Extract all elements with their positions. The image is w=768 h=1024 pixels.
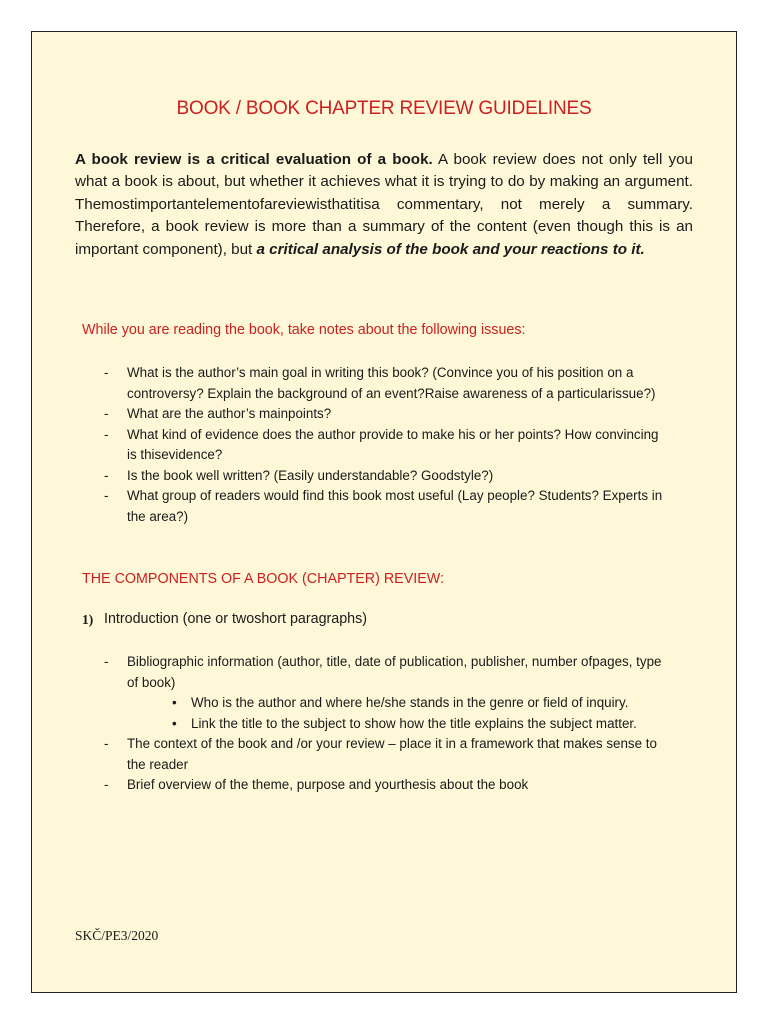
list-item: - What is the author’s main goal in writing this book? (Convince you of his position on a controversy? Explain the background of an event?Raise awareness of a particularissue?) (104, 363, 664, 404)
introduction-list (104, 652, 664, 796)
list-item-text: Bibliographic information (author, title, date of publication, publisher, number ofpages, type of book) (127, 654, 662, 690)
notes-list (104, 363, 664, 527)
intro-lead: A book review is a critical evaluation of a book. (75, 151, 433, 168)
sub-bullet-list (127, 693, 664, 734)
intro-emphasis: a critical analysis of the book and your reactions to it. (256, 240, 645, 258)
document-footer-code: SKČ/PE3/2020 (75, 928, 159, 943)
list-item: - What kind of evidence does the author provide to make his or her points? How convincing is thisevidence? (104, 425, 664, 466)
list-item: - Is the book well written? (Easily understandable? Goodstyle?) (104, 466, 664, 487)
intro-paragraph (75, 149, 693, 261)
document-title: BOOK / BOOK CHAPTER REVIEW GUIDELINES (176, 98, 592, 119)
list-item: - What are the author’s mainpoints? (104, 404, 664, 425)
sub-list-item: • Link the title to the subject to show how the title explains the subject matter. (127, 714, 664, 735)
section-number: 1) (82, 612, 94, 627)
section-title: Introduction (one or twoshort paragraphs) (104, 611, 368, 627)
list-item: - What group of readers would find this book most useful (Lay people? Students? Experts in the area?) (104, 486, 664, 527)
list-item: - The context of the book and /or your review – place it in a framework that makes sense to the reader (104, 734, 664, 775)
document-page (31, 31, 737, 993)
components-heading: THE COMPONENTS OF A BOOK (CHAPTER) REVIEW: (82, 571, 444, 587)
list-item (104, 652, 664, 734)
intro-body: A book review does not only tell you what a book is about, but whether it achieves what it is trying to do by making an argument. Themostimportantelementofareviewisthatitisa commentary, not merely a summary. Therefore, a book review is more than a summary of the content (even though this is an important component), but (75, 151, 693, 258)
sub-list-item: • Who is the author and where he/she stands in the genre or field of inquiry. (127, 693, 664, 714)
list-item: - Brief overview of the theme, purpose and yourthesis about the book (104, 775, 664, 796)
notes-heading: While you are reading the book, take notes about the following issues: (82, 322, 526, 338)
